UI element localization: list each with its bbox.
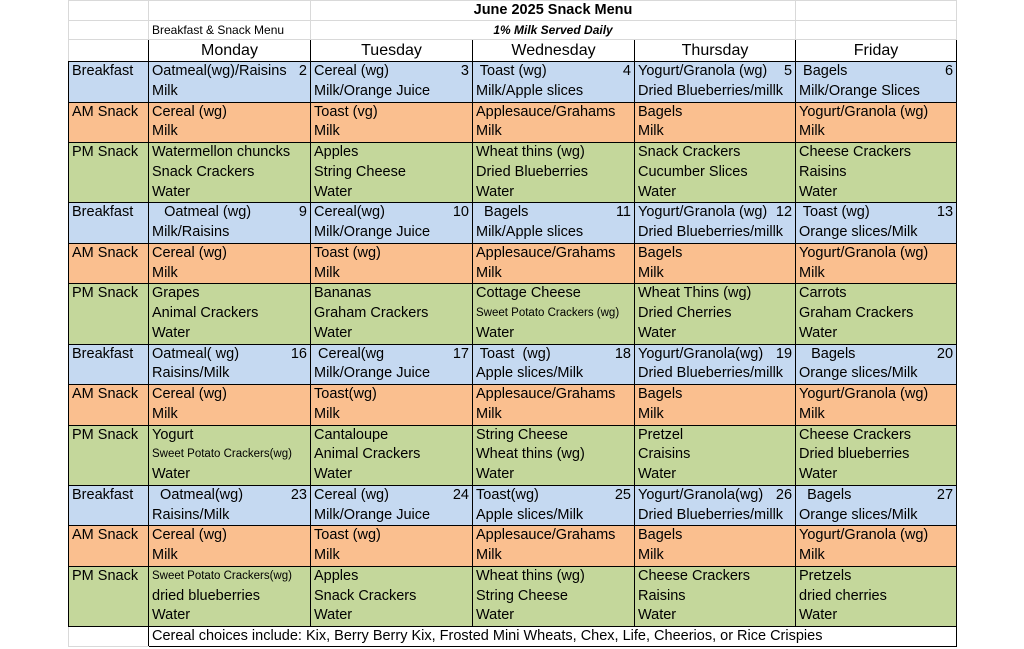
breakfast-item: Bagels bbox=[799, 345, 856, 362]
breakfast-side: Milk/Orange Juice bbox=[314, 506, 431, 523]
pm-snack-item: Animal Crackers bbox=[314, 446, 421, 463]
am-snack-item: Yogurt/Granola (wg) bbox=[799, 386, 929, 402]
am-snack-row bbox=[69, 526, 957, 567]
pm-snack-cell bbox=[796, 425, 957, 485]
pm-snack-cell bbox=[149, 566, 311, 626]
breakfast-item-line bbox=[152, 486, 307, 506]
breakfast-cell bbox=[796, 203, 957, 244]
am-snack-row bbox=[69, 385, 957, 426]
breakfast-item-line bbox=[638, 203, 792, 223]
am-snack-item: Milk bbox=[799, 123, 825, 140]
breakfast-item: Yogurt/Granola(wg) bbox=[638, 486, 764, 503]
pm-snack-cell bbox=[635, 566, 796, 626]
am-snack-row bbox=[69, 243, 957, 284]
breakfast-side: Dried Blueberries/millk bbox=[638, 224, 784, 240]
pm-snack-item: Dried Blueberries bbox=[476, 163, 589, 180]
cereal-choices-note: Cereal choices include: Kix, Berry Berry Kix, Frosted Mini Wheats, Chex, Life, Cheerios, or Rice Crispies bbox=[149, 627, 957, 647]
meal-label-breakfast: Breakfast bbox=[69, 485, 149, 526]
footer-row bbox=[69, 627, 957, 647]
breakfast-side: Milk/Apple slices bbox=[476, 82, 584, 99]
am-snack-item: Milk bbox=[476, 547, 502, 563]
am-snack-item: Milk bbox=[152, 264, 178, 281]
breakfast-item: Bagels bbox=[476, 204, 529, 221]
pm-snack-item: Water bbox=[476, 324, 515, 341]
breakfast-side: Apple slices/Milk bbox=[476, 365, 584, 382]
meal-label-breakfast: Breakfast bbox=[69, 62, 149, 103]
menu-title: June 2025 Snack Menu bbox=[311, 1, 796, 21]
pm-snack-item: Snack Crackers bbox=[314, 587, 417, 604]
pm-snack-item: Water bbox=[152, 183, 191, 200]
milk-note: 1% Milk Served Daily bbox=[311, 21, 796, 40]
date-number: 9 bbox=[298, 204, 307, 221]
date-number: 2 bbox=[298, 63, 307, 79]
breakfast-side: Raisins/Milk bbox=[152, 506, 230, 523]
breakfast-side: Milk/Orange Juice bbox=[314, 224, 431, 240]
am-snack-item: Cereal (wg) bbox=[152, 386, 227, 402]
pm-snack-item: Cucumber Slices bbox=[638, 163, 748, 180]
pm-snack-item: Craisins bbox=[638, 446, 691, 463]
am-snack-item: Toast(wg) bbox=[314, 386, 377, 402]
am-snack-item: Milk bbox=[152, 123, 178, 140]
am-snack-cell bbox=[473, 526, 635, 567]
breakfast-item-line bbox=[799, 62, 953, 82]
breakfast-item: Oatmeal( wg) bbox=[152, 345, 240, 362]
breakfast-item-line bbox=[638, 62, 792, 82]
am-snack-cell bbox=[149, 243, 311, 284]
am-snack-cell bbox=[796, 243, 957, 284]
pm-snack-item: Snack Crackers bbox=[638, 144, 741, 160]
am-snack-cell bbox=[796, 102, 957, 143]
am-snack-item: Milk bbox=[314, 123, 340, 140]
am-snack-item: Milk bbox=[314, 264, 340, 281]
breakfast-item-line bbox=[799, 486, 953, 506]
breakfast-row bbox=[69, 485, 957, 526]
breakfast-cell bbox=[796, 485, 957, 526]
am-snack-item: Milk bbox=[638, 547, 664, 563]
breakfast-side: Apple slices/Milk bbox=[476, 506, 584, 523]
date-number: 20 bbox=[936, 345, 954, 362]
meal-label-am-snack: AM Snack bbox=[69, 243, 149, 284]
pm-snack-cell bbox=[473, 425, 635, 485]
breakfast-item-line bbox=[152, 203, 307, 223]
pm-snack-item: Water bbox=[314, 607, 353, 624]
pm-snack-item: Carrots bbox=[799, 285, 847, 302]
pm-snack-item: Sweet Potato Crackers(wg) bbox=[152, 448, 292, 461]
breakfast-cell bbox=[473, 62, 635, 103]
pm-snack-item: Dried Cherries bbox=[638, 305, 732, 321]
breakfast-item-line bbox=[314, 62, 469, 82]
pm-snack-item: Wheat thins (wg) bbox=[476, 446, 585, 463]
pm-snack-item: Apples bbox=[314, 144, 359, 160]
date-number: 23 bbox=[290, 486, 307, 503]
snack-menu-sheet bbox=[68, 0, 956, 649]
am-snack-item: Yogurt/Granola (wg) bbox=[799, 244, 929, 261]
breakfast-item-line bbox=[476, 203, 631, 223]
pm-snack-item: Grapes bbox=[152, 285, 200, 302]
breakfast-item-line bbox=[476, 486, 631, 506]
breakfast-side: Raisins/Milk bbox=[152, 365, 230, 382]
pm-snack-item: Watermellon chuncks bbox=[152, 144, 291, 160]
pm-snack-item: Animal Crackers bbox=[152, 305, 259, 321]
date-number: 18 bbox=[614, 345, 631, 362]
breakfast-item-line bbox=[476, 345, 631, 365]
meal-label-pm-snack: PM Snack bbox=[69, 425, 149, 485]
pm-snack-item: Water bbox=[799, 466, 838, 482]
pm-snack-cell bbox=[149, 143, 311, 203]
menu-subtitle: Breakfast & Snack Menu bbox=[149, 21, 311, 40]
pm-snack-cell bbox=[149, 284, 311, 344]
pm-snack-cell bbox=[796, 566, 957, 626]
breakfast-row bbox=[69, 62, 957, 103]
pm-snack-item: Cheese Crackers bbox=[799, 144, 912, 160]
menu-table bbox=[68, 0, 957, 647]
am-snack-item: Cereal (wg) bbox=[152, 527, 227, 544]
date-number: 17 bbox=[452, 345, 469, 362]
pm-snack-item: Pretzels bbox=[799, 567, 852, 584]
breakfast-row bbox=[69, 344, 957, 385]
breakfast-item: Oatmeal(wg) bbox=[152, 486, 244, 503]
breakfast-cell bbox=[473, 485, 635, 526]
am-snack-item: Cereal (wg) bbox=[152, 103, 227, 120]
am-snack-cell bbox=[311, 243, 473, 284]
pm-snack-item: Dried blueberries bbox=[799, 446, 910, 463]
am-snack-cell bbox=[311, 526, 473, 567]
am-snack-cell bbox=[149, 385, 311, 426]
breakfast-cell bbox=[635, 485, 796, 526]
pm-snack-cell bbox=[796, 284, 957, 344]
breakfast-side: Dried Blueberries/millk bbox=[638, 506, 784, 523]
am-snack-cell bbox=[311, 385, 473, 426]
am-snack-item: Milk bbox=[476, 123, 502, 140]
breakfast-cell bbox=[149, 62, 311, 103]
breakfast-item: Toast (wg) bbox=[476, 63, 547, 79]
breakfast-item: Oatmeal(wg)/Raisins bbox=[152, 63, 287, 79]
date-number: 27 bbox=[936, 486, 954, 503]
pm-snack-item: Water bbox=[638, 466, 677, 482]
pm-snack-item: Water bbox=[638, 324, 677, 341]
breakfast-item: Cereal (wg) bbox=[314, 486, 389, 503]
breakfast-item: Cereal(wg bbox=[314, 345, 385, 362]
pm-snack-item: String Cheese bbox=[476, 587, 568, 604]
pm-snack-item: Water bbox=[799, 324, 838, 341]
breakfast-cell bbox=[635, 62, 796, 103]
date-number: 16 bbox=[290, 345, 307, 362]
pm-snack-item: Graham Crackers bbox=[799, 305, 914, 321]
pm-snack-cell bbox=[311, 425, 473, 485]
breakfast-item: Bagels bbox=[799, 63, 848, 79]
date-number: 3 bbox=[460, 63, 469, 79]
am-snack-item: Milk bbox=[638, 264, 664, 281]
breakfast-cell bbox=[635, 203, 796, 244]
pm-snack-item: Water bbox=[476, 607, 515, 624]
meal-label-am-snack: AM Snack bbox=[69, 526, 149, 567]
am-snack-item: Toast (wg) bbox=[314, 527, 381, 544]
am-snack-item: Milk bbox=[799, 264, 825, 281]
meal-label-pm-snack: PM Snack bbox=[69, 143, 149, 203]
breakfast-cell bbox=[149, 203, 311, 244]
pm-snack-item: Water bbox=[314, 324, 353, 341]
breakfast-cell bbox=[796, 62, 957, 103]
pm-snack-item: Raisins bbox=[638, 587, 686, 604]
am-snack-item: Milk bbox=[314, 405, 340, 422]
pm-snack-cell bbox=[473, 284, 635, 344]
pm-snack-cell bbox=[635, 284, 796, 344]
date-number: 4 bbox=[622, 63, 631, 79]
date-number: 11 bbox=[615, 204, 631, 221]
am-snack-cell bbox=[473, 102, 635, 143]
pm-snack-item: Water bbox=[152, 607, 191, 624]
am-snack-cell bbox=[149, 526, 311, 567]
pm-snack-cell bbox=[635, 143, 796, 203]
breakfast-cell bbox=[473, 344, 635, 385]
date-number: 10 bbox=[452, 204, 469, 221]
meal-label-am-snack: AM Snack bbox=[69, 385, 149, 426]
breakfast-side: Milk/Apple slices bbox=[476, 224, 584, 240]
breakfast-cell bbox=[473, 203, 635, 244]
pm-snack-item: Water bbox=[476, 183, 515, 200]
date-number: 24 bbox=[452, 486, 469, 503]
date-number: 5 bbox=[783, 63, 793, 79]
breakfast-side: Orange slices/Milk bbox=[799, 365, 918, 382]
pm-snack-item: String Cheese bbox=[314, 163, 406, 180]
am-snack-item: Milk bbox=[799, 547, 825, 563]
pm-snack-cell bbox=[473, 566, 635, 626]
breakfast-item: Yogurt/Granola (wg) bbox=[638, 63, 768, 79]
pm-snack-item: Apples bbox=[314, 567, 359, 584]
pm-snack-item: Water bbox=[799, 183, 838, 200]
am-snack-item: Milk bbox=[314, 547, 340, 563]
date-number: 26 bbox=[775, 486, 793, 503]
breakfast-cell bbox=[149, 344, 311, 385]
pm-snack-item: Cantaloupe bbox=[314, 426, 389, 443]
day-monday: Monday bbox=[149, 40, 311, 62]
pm-snack-item: dried blueberries bbox=[152, 587, 261, 604]
am-snack-cell bbox=[311, 102, 473, 143]
day-friday: Friday bbox=[796, 40, 957, 62]
am-snack-item: Applesauce/Grahams bbox=[476, 386, 616, 402]
pm-snack-cell bbox=[473, 143, 635, 203]
pm-snack-cell bbox=[149, 425, 311, 485]
am-snack-cell bbox=[635, 243, 796, 284]
breakfast-cell bbox=[311, 62, 473, 103]
pm-snack-row bbox=[69, 566, 957, 626]
am-snack-item: Applesauce/Grahams bbox=[476, 103, 616, 120]
breakfast-side: Orange slices/Milk bbox=[799, 506, 918, 523]
day-tuesday: Tuesday bbox=[311, 40, 473, 62]
pm-snack-item: Wheat thins (wg) bbox=[476, 144, 585, 160]
date-number: 6 bbox=[944, 63, 954, 79]
date-number: 13 bbox=[936, 204, 954, 221]
am-snack-cell bbox=[796, 526, 957, 567]
breakfast-cell bbox=[311, 344, 473, 385]
breakfast-side: Milk/Orange Juice bbox=[314, 82, 431, 99]
breakfast-item: Oatmeal (wg) bbox=[152, 204, 252, 221]
breakfast-item-line bbox=[476, 62, 631, 82]
breakfast-item: Bagels bbox=[799, 486, 852, 503]
pm-snack-item: Snack Crackers bbox=[152, 163, 255, 180]
pm-snack-row bbox=[69, 425, 957, 485]
breakfast-item: Cereal(wg) bbox=[314, 204, 385, 221]
breakfast-side: Dried Blueberries/millk bbox=[638, 82, 784, 99]
pm-snack-cell bbox=[311, 143, 473, 203]
breakfast-side: Milk/Raisins bbox=[152, 224, 230, 240]
breakfast-side: Dried Blueberries/millk bbox=[638, 365, 784, 382]
breakfast-item-line bbox=[638, 345, 792, 365]
am-snack-item: Bagels bbox=[638, 103, 683, 120]
day-header-row bbox=[69, 40, 957, 62]
am-snack-cell bbox=[149, 102, 311, 143]
am-snack-cell bbox=[635, 102, 796, 143]
breakfast-item-line bbox=[638, 486, 792, 506]
am-snack-item: Toast (wg) bbox=[314, 244, 381, 261]
day-wednesday: Wednesday bbox=[473, 40, 635, 62]
pm-snack-item: Pretzel bbox=[638, 426, 684, 443]
am-snack-item: Milk bbox=[638, 123, 664, 140]
meal-label-breakfast: Breakfast bbox=[69, 203, 149, 244]
breakfast-item-line bbox=[314, 486, 469, 506]
am-snack-item: Applesauce/Grahams bbox=[476, 244, 616, 261]
breakfast-item-line bbox=[314, 345, 469, 365]
meal-label-am-snack: AM Snack bbox=[69, 102, 149, 143]
pm-snack-item: Cheese Crackers bbox=[638, 567, 751, 584]
pm-snack-item: Wheat Thins (wg) bbox=[638, 285, 752, 302]
breakfast-side: Orange slices/Milk bbox=[799, 224, 918, 240]
breakfast-cell bbox=[311, 203, 473, 244]
am-snack-cell bbox=[473, 385, 635, 426]
breakfast-cell bbox=[149, 485, 311, 526]
meal-label-pm-snack: PM Snack bbox=[69, 566, 149, 626]
day-thursday: Thursday bbox=[635, 40, 796, 62]
am-snack-item: Milk bbox=[476, 264, 502, 281]
pm-snack-item: Water bbox=[799, 607, 838, 624]
am-snack-cell bbox=[473, 243, 635, 284]
date-number: 19 bbox=[775, 345, 793, 362]
am-snack-item: Milk bbox=[152, 547, 178, 563]
breakfast-item-line bbox=[799, 203, 953, 223]
am-snack-item: Applesauce/Grahams bbox=[476, 527, 616, 544]
date-number: 25 bbox=[614, 486, 631, 503]
breakfast-cell bbox=[635, 344, 796, 385]
breakfast-item-line bbox=[152, 62, 307, 82]
title-row bbox=[69, 1, 957, 21]
pm-snack-cell bbox=[311, 566, 473, 626]
am-snack-item: Yogurt/Granola (wg) bbox=[799, 527, 929, 544]
am-snack-cell bbox=[635, 385, 796, 426]
pm-snack-item: Sweet Potato Crackers(wg) bbox=[152, 569, 292, 582]
am-snack-item: Milk bbox=[638, 405, 664, 422]
breakfast-side: Milk/Orange Juice bbox=[314, 365, 431, 382]
date-number: 12 bbox=[775, 204, 793, 221]
am-snack-item: Milk bbox=[476, 405, 502, 422]
pm-snack-cell bbox=[311, 284, 473, 344]
pm-snack-row bbox=[69, 143, 957, 203]
breakfast-item: Toast (wg) bbox=[799, 204, 870, 221]
pm-snack-item: dried cherries bbox=[799, 587, 887, 604]
breakfast-item: Toast(wg) bbox=[476, 486, 539, 503]
am-snack-item: Yogurt/Granola (wg) bbox=[799, 103, 929, 120]
breakfast-cell bbox=[311, 485, 473, 526]
am-snack-cell bbox=[796, 385, 957, 426]
breakfast-item: Yogurt/Granola(wg) bbox=[638, 345, 764, 362]
pm-snack-cell bbox=[796, 143, 957, 203]
meal-label-pm-snack: PM Snack bbox=[69, 284, 149, 344]
am-snack-item: Milk bbox=[152, 405, 178, 422]
pm-snack-item: String Cheese bbox=[476, 426, 568, 443]
pm-snack-cell bbox=[635, 425, 796, 485]
pm-snack-item: Wheat thins (wg) bbox=[476, 567, 585, 584]
pm-snack-item: Water bbox=[314, 466, 353, 482]
breakfast-side: Milk bbox=[152, 82, 178, 99]
pm-snack-row bbox=[69, 284, 957, 344]
am-snack-item: Bagels bbox=[638, 527, 683, 544]
am-snack-item: Bagels bbox=[638, 244, 683, 261]
breakfast-cell bbox=[796, 344, 957, 385]
breakfast-item-line bbox=[314, 203, 469, 223]
breakfast-row bbox=[69, 203, 957, 244]
pm-snack-item: Bananas bbox=[314, 285, 372, 302]
am-snack-cell bbox=[635, 526, 796, 567]
pm-snack-item: Graham Crackers bbox=[314, 305, 429, 321]
breakfast-side: Milk/Orange Slices bbox=[799, 82, 920, 99]
breakfast-item-line bbox=[799, 345, 953, 365]
pm-snack-item: Yogurt bbox=[152, 426, 194, 443]
am-snack-row bbox=[69, 102, 957, 143]
pm-snack-item: Water bbox=[314, 183, 353, 200]
am-snack-item: Milk bbox=[799, 405, 825, 422]
pm-snack-item: Water bbox=[152, 324, 191, 341]
am-snack-item: Cereal (wg) bbox=[152, 244, 227, 261]
meal-label-breakfast: Breakfast bbox=[69, 344, 149, 385]
pm-snack-item: Water bbox=[476, 466, 515, 482]
pm-snack-item: Sweet Potato Crackers (wg) bbox=[476, 307, 620, 319]
breakfast-item: Cereal (wg) bbox=[314, 63, 389, 79]
breakfast-item: Yogurt/Granola (wg) bbox=[638, 204, 768, 221]
breakfast-item: Toast (wg) bbox=[476, 345, 551, 362]
pm-snack-item: Water bbox=[638, 183, 677, 200]
am-snack-item: Bagels bbox=[638, 386, 683, 402]
pm-snack-item: Water bbox=[152, 466, 191, 482]
pm-snack-item: Raisins bbox=[799, 163, 847, 180]
pm-snack-item: Cottage Cheese bbox=[476, 285, 581, 302]
pm-snack-item: Water bbox=[638, 607, 677, 624]
pm-snack-item: Cheese Crackers bbox=[799, 426, 912, 443]
am-snack-item: Toast (vg) bbox=[314, 103, 378, 120]
subtitle-row bbox=[69, 21, 957, 40]
breakfast-item-line bbox=[152, 345, 307, 365]
